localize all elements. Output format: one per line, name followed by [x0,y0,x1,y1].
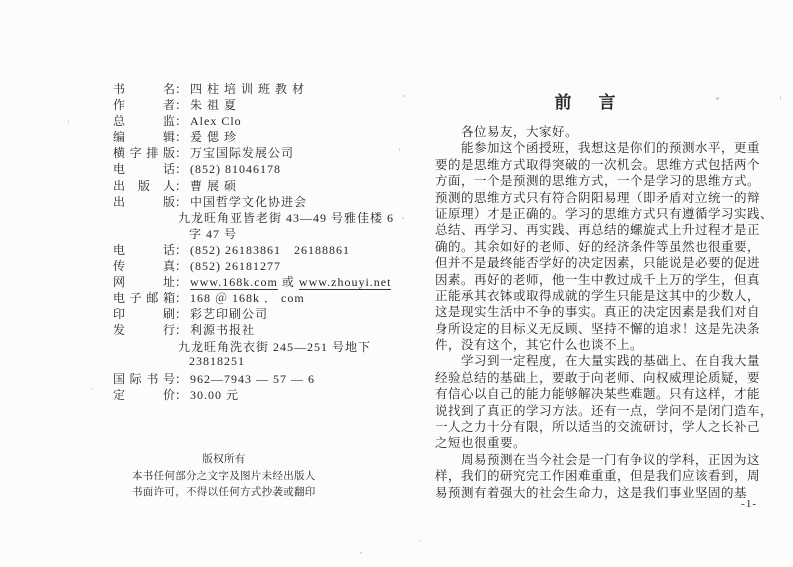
info-row [113,160,403,176]
info-row [113,273,403,289]
field-value: 23818251 [189,353,245,368]
info-row [113,257,403,273]
field-value: 朱 祖 夏 [190,98,238,113]
scan-speck [780,96,781,100]
field-label: 作 者 [113,98,175,113]
body-line: 证原理）才是正确的。学习的思维方式只有遵循学习实践、 [435,206,774,221]
website-url: www.zhouyi.net [298,275,392,290]
body-line: 预测的思维方式只有符合阴阳易理（即矛盾对立统一的辩 [435,190,761,205]
colon: ： [175,275,188,290]
body-line: 易预测有着强大的社会生命力，这是我们事业坚固的基 [435,485,748,500]
colon: ： [175,387,188,402]
info-row [113,305,403,321]
field-label: 书 名 [113,82,175,96]
info-row [113,386,403,402]
info-row [113,354,403,370]
info-row [113,193,403,209]
body-line: 有信心以自己的能力能够解决某些难题。只有这样，才能 [435,387,761,402]
body-line: 件，没有这个，其它什么也谈不上。 [435,338,644,353]
colon: ： [175,259,188,274]
info-row [113,225,403,241]
field-value: Alex Clo [190,114,242,129]
body-line: 身所设定的目标义无反顾、坚持不懈的追求！这是先决条 [435,321,761,336]
preface-title [435,88,735,113]
field-label: 印 刷 [113,307,175,322]
field-label: 电 子 邮 箱 [113,291,175,306]
info-row [113,177,403,193]
website-url: www.168k.com [190,275,278,290]
info-row [113,370,403,386]
colophon [113,80,403,402]
page-number: -1- [741,498,757,510]
scan-speck [403,95,405,97]
field-label: 出 版 人 [113,178,175,193]
field-label: 传 真 [113,259,175,274]
colon: ： [175,178,188,193]
field-value: 168 ＠ 168k ． com [190,291,305,306]
field-label: 电 话 [113,242,175,257]
body-line: 各位易友，大家好。 [461,125,579,139]
info-row [113,209,403,225]
field-value: (852) 26181277 [190,259,282,274]
copyright-title: 版权所有 [202,454,246,465]
field-value: 爰 偲 珍 [190,130,238,145]
field-label: 发 行 [113,323,175,338]
field-label: 定 价 [113,387,175,402]
body-line: 这是现实生活中不争的事实。真正的决定因素是我们对自 [435,305,761,320]
copyright-line: 书面许可，不得以任何方式抄袭或翻印 [132,487,316,498]
colon: ： [175,307,188,322]
colon: ： [175,82,188,96]
field-value: www.168k.com 或 www.zhouyi.net [190,275,392,290]
body-line: 总结、再学习、再实践、再总结的螺旋式上升过程才是正 [435,223,761,238]
info-row [113,96,403,112]
field-value: 万宝国际发展公司 [190,146,295,161]
field-value: 九龙旺角亚皆老街 43—49 号雅佳楼 6 [178,210,395,225]
scan-speck [716,97,719,100]
body-line: 方面，一个是预测的思维方式，一个是学习的思维方式。 [435,174,761,189]
field-value: 九龙旺角洗衣街 245—251 号地下 [178,339,372,354]
field-label: 总 监 [113,114,175,129]
preface-title-char: 前 [554,93,572,112]
field-label: 编 辑 [113,130,175,145]
colon: ： [175,371,188,386]
preface-title-char: 言 [598,93,616,112]
scan-speck [68,120,69,123]
info-row [113,241,403,257]
field-value: 30.00 元 [190,387,240,402]
info-row [113,80,403,96]
field-value: 字 47 号 [189,226,238,241]
colon: ： [175,291,188,306]
colon: ： [175,114,188,129]
field-value: 彩艺印刷公司 [190,307,269,322]
info-row [113,338,403,354]
field-value: (852) 26183861 26188861 [190,242,351,257]
scan-speck [92,388,93,390]
field-label: 出 版 [113,194,175,209]
field-label: 横 字 排 版 [113,146,175,161]
copyright-line: 本书任何部分之文字及图片未经出版人 [132,470,316,482]
body-line: 一人之力十分有限，所以适当的交流研讨，学人之长补己 [435,420,761,435]
body-line: 确的。其余如好的老师、好的经济条件等虽然也很重要， [435,239,761,254]
body-line: 因素。再好的老师，他一生中教过成千上万的学生，但真 [435,272,761,287]
body-line: 要的是思维方式取得突破的一次机会。思维方式包括两个 [435,157,761,172]
copyright-notice [132,452,316,502]
info-row [113,112,403,128]
body-line: 样，我们的研究完工作困难重重，但是我们应该看到，周 [435,469,761,484]
scan-speck [402,217,404,219]
colon: ： [175,98,188,113]
preface-body [435,124,774,501]
info-row [113,128,403,144]
info-row [113,144,403,160]
field-value: (852) 81046178 [190,162,282,177]
scan-speck [420,540,421,542]
field-value: 曹 展 硕 [190,178,238,193]
scan-speck [650,121,651,122]
field-value: 中国哲学文化协进会 [190,194,308,209]
info-row [113,289,403,305]
field-label: 国 际 书 号 [113,371,175,386]
body-line: 说找到了真正的学习方法。还有一点，学问不是闭门造车， [435,403,774,418]
body-line: 正能承其衣钵或取得成就的学生只能是这其中的少数人， [435,288,761,303]
colon: ： [175,162,188,177]
body-line: 周易预测在当今社会是一门有争议的学科，正因为这 [461,452,761,467]
field-label: 电 话 [113,162,175,177]
body-line: 能参加这个函授班，我想这是你们的预测水平，更重 [461,141,761,156]
field-value: 四 柱 培 训 班 教 材 [190,82,306,96]
field-value: 962—7943 — 57 — 6 [190,371,316,386]
scan-speck [399,148,400,151]
field-label: 网 址 [113,275,175,290]
colon: ： [175,242,188,257]
colon: ： [175,130,188,145]
info-row [113,321,403,337]
scan-speck [360,552,362,554]
body-line: 但并不是最终能否学好的决定因素，只能说是必要的促进 [435,256,761,271]
colon: ： [175,194,188,209]
body-line: 之短也很重要。 [435,436,527,451]
field-value: 利源书报社 [190,323,256,338]
body-line: 经验总结的基础上，要敢于向老师、向权威理论质疑，要 [435,370,761,385]
body-line: 学习到一定程度，在大量实践的基础上、在自我大量 [461,354,761,369]
colon: ： [175,146,188,161]
colon: ： [175,323,188,338]
